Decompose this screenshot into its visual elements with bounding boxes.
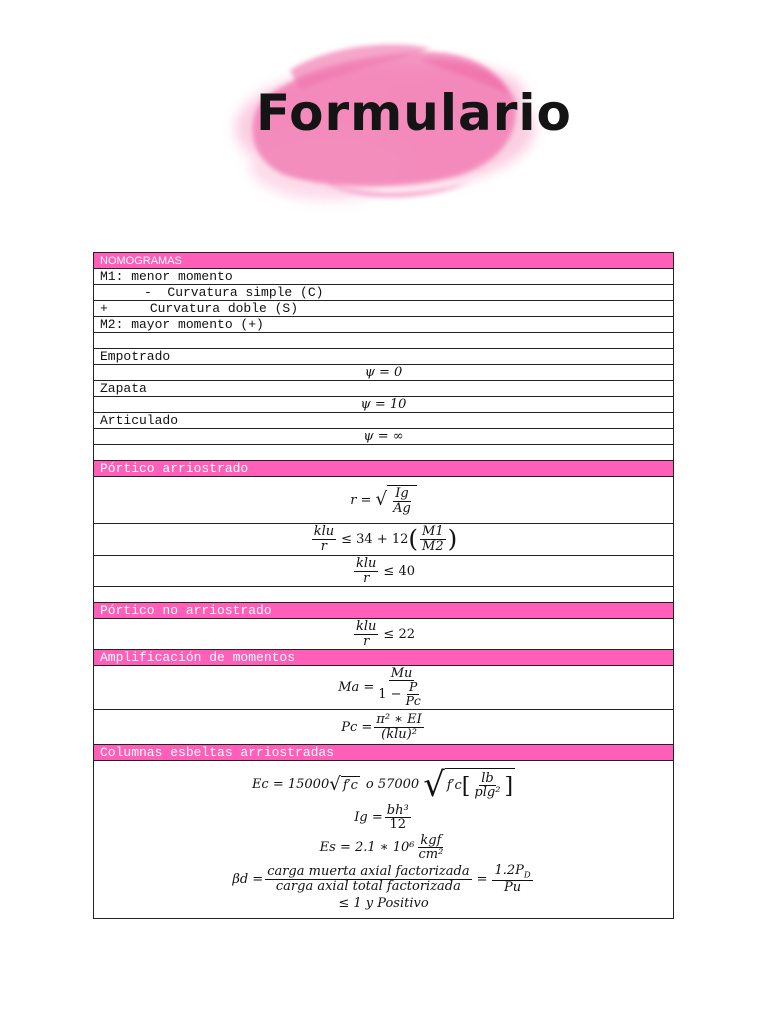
pc-lhs: Pc = (341, 719, 373, 735)
section-header-nomogramas (94, 253, 673, 269)
bd-equals: = (476, 871, 488, 887)
section-heading: NOMOGRAMAS (100, 254, 182, 267)
row-columnas-formulas (94, 761, 673, 919)
denominator: 12 (389, 817, 406, 833)
klu-over-r-fraction (312, 525, 336, 553)
right-bracket: ] (504, 772, 514, 799)
psi-zapata-formula: ψ = 10 (360, 397, 407, 412)
cond1-rhs: ≤ 34 + 12 (341, 532, 409, 547)
ma-fraction (376, 667, 427, 709)
bd-fraction (265, 865, 471, 893)
row-psi-articulado (94, 429, 673, 445)
m1-over-m2-fraction (420, 525, 446, 553)
denominator: Ag (393, 500, 411, 516)
row-psi-zapata (94, 397, 673, 413)
row-slenderness-no-arriostrado (94, 619, 673, 650)
numerator: klu (356, 618, 377, 634)
numerator-main: 1.2P (494, 863, 524, 879)
denominator (376, 681, 427, 708)
ig-over-ag-fraction (391, 487, 413, 515)
ig-lhs: Ig = (354, 810, 383, 826)
radicand (445, 768, 515, 802)
denominator: (klu)² (381, 726, 417, 742)
unit-fraction (472, 772, 502, 800)
numerator: lb (481, 770, 494, 786)
right-paren: ) (447, 524, 458, 554)
denominator-prefix: 1 − (378, 686, 402, 702)
psi-articulado-formula: ψ = ∞ (363, 429, 404, 444)
row-m2 (94, 317, 673, 333)
row-ma-formula (94, 666, 673, 710)
row-pc-formula (94, 710, 673, 745)
ma-lhs: Ma = (338, 680, 375, 695)
ec-mid: o 57000 (365, 777, 420, 793)
page-title: Formulario (256, 84, 572, 142)
es-formula (320, 834, 448, 862)
section-header-portico-no-arriostrado (94, 603, 673, 619)
bd-condition-text: ≤ 1 y Positivo (338, 896, 429, 912)
p-over-pc-fraction (404, 681, 423, 708)
row-blank (94, 333, 673, 349)
ec-root2-text: f′c (446, 778, 462, 794)
section-heading: Pórtico arriostrado (100, 461, 249, 476)
section-heading: Columnas esbeltas arriostradas (100, 745, 335, 760)
denominator: plg² (474, 785, 501, 801)
m1-text: M1: menor momento (100, 269, 233, 284)
klu-over-r-fraction (354, 557, 378, 585)
denominator: Pu (504, 879, 522, 895)
numerator: bh³ (386, 802, 409, 818)
numerator: klu (356, 555, 377, 571)
ec-formula (251, 764, 515, 804)
numerator: carga muerta axial factorizada (267, 864, 470, 880)
empotrado-label: Empotrado (100, 349, 171, 364)
section-header-columnas (94, 745, 673, 761)
numerator-subscript: D (523, 869, 531, 880)
radical-sign: √ (329, 773, 341, 795)
curvatura-simple-text: - Curvatura simple (C) (144, 285, 324, 300)
radicand (387, 485, 417, 515)
row-blank (94, 445, 673, 461)
bd-fraction-2 (492, 864, 532, 894)
section-header-amplificacion (94, 650, 673, 666)
r-lhs: r = (350, 492, 372, 508)
left-paren: ( (408, 524, 419, 554)
section-heading: Pórtico no arriostrado (100, 603, 272, 618)
bd-lhs: βd = (232, 871, 264, 887)
denominator: Pc (405, 694, 421, 709)
square-root (375, 485, 416, 515)
title-banner (0, 0, 768, 250)
section-header-portico-arriostrado (94, 461, 673, 477)
row-radius-formula (94, 477, 673, 524)
cond-rhs: ≤ 22 (383, 626, 415, 642)
numerator: M1 (422, 524, 444, 540)
m2-text: M2: mayor momento (+) (100, 317, 264, 332)
formula-table (93, 252, 674, 919)
pc-fraction (374, 713, 423, 741)
denominator: cm² (418, 847, 444, 863)
section-heading: Amplificación de momentos (100, 650, 296, 665)
ec-lhs: Ec = 15000 (251, 777, 330, 793)
numerator: Ig (395, 485, 409, 501)
radical-sign: √ (375, 488, 388, 510)
row-articulado (94, 413, 673, 429)
denominator: r (363, 570, 370, 586)
es-lhs: Es = 2.1 ∗ 10⁶ (319, 840, 415, 856)
cond2-rhs: ≤ 40 (383, 563, 415, 579)
plus-sign: + (100, 301, 108, 316)
row-blank (94, 587, 673, 603)
denominator: M2 (422, 539, 444, 554)
numerator: π² ∗ EI (376, 711, 422, 727)
radicand: f′c (341, 776, 360, 794)
numerator (492, 864, 532, 880)
zapata-label: Zapata (100, 381, 147, 396)
denominator: r (320, 539, 328, 554)
row-empotrado (94, 349, 673, 365)
numerator: Mu (390, 665, 413, 681)
row-zapata (94, 381, 673, 397)
articulado-label: Articulado (100, 413, 179, 428)
row-slenderness-cond2 (94, 556, 673, 587)
numerator: P (409, 680, 418, 695)
square-root (423, 764, 515, 804)
radical-sign: √ (423, 764, 445, 804)
ig-fraction (385, 804, 411, 832)
row-slenderness-cond1 (94, 524, 673, 556)
square-root (329, 773, 360, 795)
bd-formula (232, 864, 534, 894)
curvatura-doble-text: Curvatura doble (S) (149, 301, 299, 316)
bd-condition (338, 896, 428, 911)
row-curvatura-simple (94, 285, 673, 301)
numerator: klu (313, 524, 335, 540)
numerator: kgf (420, 832, 442, 848)
left-bracket: [ (461, 772, 471, 799)
denominator: r (363, 633, 370, 649)
row-curvatura-doble (94, 301, 673, 317)
es-unit-fraction (417, 834, 446, 862)
ig-formula (354, 804, 412, 832)
psi-empotrado-formula: ψ = 0 (364, 365, 403, 380)
row-psi-empotrado (94, 365, 673, 381)
row-m1 (94, 269, 673, 285)
denominator: carga axial total factorizada (275, 878, 461, 894)
klu-over-r-fraction (354, 620, 378, 648)
